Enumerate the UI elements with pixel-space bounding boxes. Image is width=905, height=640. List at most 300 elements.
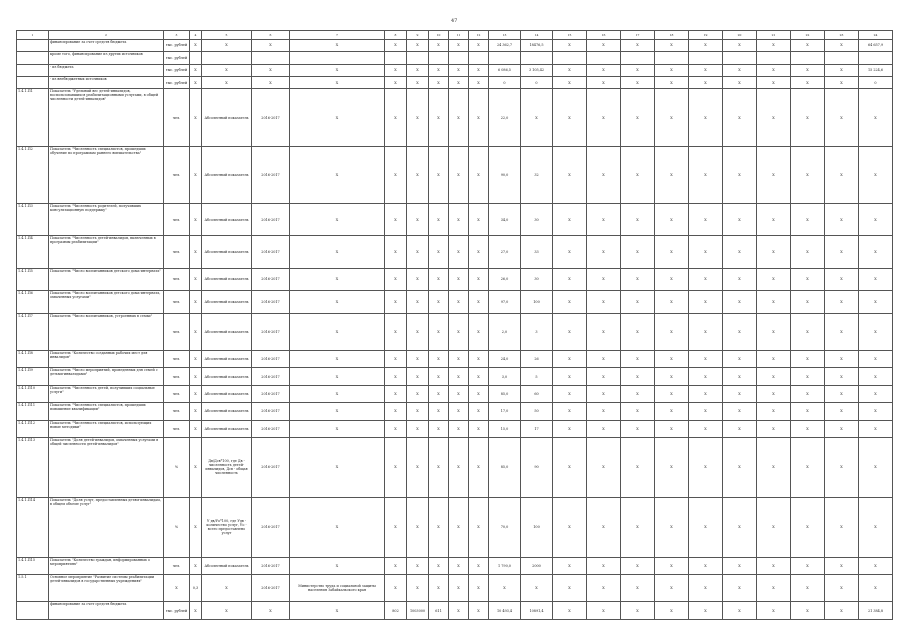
- cell-code: 1.4.1.П9: [17, 368, 49, 385]
- cell-extra: X: [655, 313, 689, 350]
- cell-v3: X: [429, 574, 449, 601]
- cell-v2: X: [407, 497, 429, 557]
- cell-extra: X: [655, 574, 689, 601]
- cell-v4: X: [449, 268, 469, 290]
- cell-extra: X: [723, 602, 757, 620]
- cell-extra: X: [791, 89, 825, 146]
- cell-unit: чел.: [164, 420, 190, 437]
- cell-v3: X: [429, 268, 449, 290]
- cell-extra: X: [825, 236, 859, 268]
- header-number-cell: 11: [449, 31, 469, 40]
- cell-extra: X: [621, 146, 655, 203]
- cell-c4: X: [190, 77, 202, 89]
- cell-v4: X: [449, 602, 469, 620]
- header-number-cell: 12: [469, 31, 489, 40]
- table-row: [17, 385, 893, 402]
- cell-code: 1.5.1: [17, 574, 49, 601]
- cell-val: 24 362,7: [489, 39, 521, 51]
- cell-v3: X: [429, 385, 449, 402]
- cell-extra: X: [723, 385, 757, 402]
- cell-c6: X: [252, 602, 290, 620]
- cell-v2: X: [407, 368, 429, 385]
- cell-c5: Абсолютный показатель: [202, 89, 252, 146]
- cell-extra: X: [723, 268, 757, 290]
- cell-extra: X: [655, 602, 689, 620]
- header-number-cell: 19: [689, 31, 723, 40]
- cell-v3: X: [429, 203, 449, 235]
- cell-name: Показатель "Число воспитанников детского дома-интерната": [49, 268, 164, 290]
- cell-unit: тыс. рублей: [164, 64, 190, 76]
- header-number-cell: 2: [49, 31, 164, 40]
- cell-extra: X: [689, 39, 723, 51]
- table-row: [17, 574, 893, 601]
- cell-extra: X: [655, 89, 689, 146]
- cell-unit: чел.: [164, 146, 190, 203]
- cell-code: 1.4.1.П4: [17, 236, 49, 268]
- cell-val: 17,0: [489, 403, 521, 420]
- cell-extra: X: [723, 77, 757, 89]
- cell-c4: X: [190, 291, 202, 313]
- cell-val2: [521, 52, 553, 64]
- cell-v1: X: [385, 574, 407, 601]
- cell-val2: 30: [521, 203, 553, 235]
- table-row: [17, 350, 893, 367]
- cell-extra: X: [825, 368, 859, 385]
- cell-extra: X: [791, 350, 825, 367]
- cell-mid: X: [290, 420, 385, 437]
- cell-name: Показатель "Количество граждан, информированных о мероприятиях": [49, 557, 164, 574]
- cell-name: - из бюджета: [49, 64, 164, 76]
- cell-extra: X: [825, 574, 859, 601]
- cell-extra: X: [553, 89, 587, 146]
- cell-code: [17, 39, 49, 51]
- cell-v2: X: [407, 313, 429, 350]
- cell-extra: X: [655, 350, 689, 367]
- cell-c5: [202, 52, 252, 64]
- cell-extra: X: [791, 64, 825, 76]
- cell-code: 1.4.1.П15: [17, 557, 49, 574]
- cell-val: 85,0: [489, 438, 521, 498]
- program-table-sheet: [16, 30, 884, 620]
- cell-v5: [469, 52, 489, 64]
- cell-val2: 0: [521, 77, 553, 89]
- cell-extra: X: [825, 602, 859, 620]
- table-row: [17, 403, 893, 420]
- cell-extra: X: [825, 291, 859, 313]
- cell-total: X: [859, 574, 893, 601]
- cell-extra: X: [825, 497, 859, 557]
- cell-c4: X: [190, 203, 202, 235]
- cell-val2: X: [521, 89, 553, 146]
- cell-v4: [449, 52, 469, 64]
- cell-total: 64 657,9: [859, 39, 893, 51]
- cell-v2: X: [407, 403, 429, 420]
- cell-extra: X: [621, 574, 655, 601]
- header-number-cell: 4: [190, 31, 202, 40]
- cell-extra: [655, 52, 689, 64]
- cell-v1: X: [385, 313, 407, 350]
- cell-v1: X: [385, 438, 407, 498]
- cell-unit: %: [164, 438, 190, 498]
- cell-val: [489, 52, 521, 64]
- cell-v1: X: [385, 291, 407, 313]
- cell-v4: X: [449, 89, 469, 146]
- cell-extra: X: [689, 64, 723, 76]
- cell-extra: X: [553, 350, 587, 367]
- cell-v5: X: [469, 236, 489, 268]
- cell-val: 90,0: [489, 146, 521, 203]
- cell-extra: X: [587, 602, 621, 620]
- header-number-cell: 24: [859, 31, 893, 40]
- cell-unit: тыс. рублей: [164, 77, 190, 89]
- cell-v2: X: [407, 77, 429, 89]
- cell-v5: X: [469, 203, 489, 235]
- cell-extra: [791, 52, 825, 64]
- cell-extra: X: [689, 557, 723, 574]
- cell-extra: X: [791, 602, 825, 620]
- cell-extra: X: [621, 438, 655, 498]
- cell-total: 0: [859, 77, 893, 89]
- cell-extra: X: [553, 313, 587, 350]
- cell-c6: 2016-2017: [252, 420, 290, 437]
- cell-c5: Абсолютный показатель: [202, 313, 252, 350]
- cell-v1: X: [385, 77, 407, 89]
- cell-extra: X: [587, 385, 621, 402]
- cell-c4: X: [190, 146, 202, 203]
- cell-extra: X: [791, 420, 825, 437]
- cell-v5: X: [469, 39, 489, 51]
- cell-extra: X: [655, 557, 689, 574]
- cell-c5: Абсолютный показатель: [202, 403, 252, 420]
- cell-extra: X: [553, 602, 587, 620]
- header-number-cell: 20: [723, 31, 757, 40]
- cell-extra: X: [655, 268, 689, 290]
- cell-name: Показатель "Удельный вес детей-инвалидов, воспользовавшихся реабилитационными услугами, в общей численности детей-инвалидов": [49, 89, 164, 146]
- cell-mid: X: [290, 89, 385, 146]
- cell-c6: 2016-2017: [252, 350, 290, 367]
- cell-v1: X: [385, 203, 407, 235]
- cell-extra: X: [825, 77, 859, 89]
- cell-c5: Абсолютный показатель: [202, 420, 252, 437]
- cell-extra: X: [723, 236, 757, 268]
- cell-extra: X: [689, 268, 723, 290]
- cell-extra: X: [655, 291, 689, 313]
- cell-extra: X: [553, 557, 587, 574]
- cell-c5: Абсолютный показатель: [202, 203, 252, 235]
- cell-extra: X: [825, 438, 859, 498]
- cell-v4: X: [449, 39, 469, 51]
- cell-extra: X: [723, 313, 757, 350]
- cell-extra: X: [553, 438, 587, 498]
- cell-mid: X: [290, 313, 385, 350]
- cell-unit: тыс. рублей: [164, 602, 190, 620]
- cell-val: 85,0: [489, 385, 521, 402]
- cell-extra: X: [791, 39, 825, 51]
- cell-extra: X: [791, 497, 825, 557]
- cell-extra: X: [757, 203, 791, 235]
- cell-c6: 2016-2017: [252, 368, 290, 385]
- cell-total: X: [859, 368, 893, 385]
- cell-v4: X: [449, 291, 469, 313]
- cell-extra: X: [553, 236, 587, 268]
- cell-extra: X: [587, 64, 621, 76]
- cell-val2: 3 105,42: [521, 64, 553, 76]
- cell-v3: X: [429, 39, 449, 51]
- cell-v5: X: [469, 420, 489, 437]
- cell-name: Показатель "Число мероприятий, проведенных для семей с детьми-инвалидами": [49, 368, 164, 385]
- cell-v3: X: [429, 146, 449, 203]
- cell-extra: X: [655, 77, 689, 89]
- cell-v1: X: [385, 368, 407, 385]
- cell-mid: X: [290, 146, 385, 203]
- cell-extra: [723, 52, 757, 64]
- cell-extra: X: [723, 497, 757, 557]
- cell-extra: X: [655, 64, 689, 76]
- cell-c4: X: [190, 350, 202, 367]
- cell-extra: X: [689, 403, 723, 420]
- cell-v4: X: [449, 236, 469, 268]
- cell-extra: X: [689, 420, 723, 437]
- cell-c5: Абсолютный показатель: [202, 146, 252, 203]
- table-row: [17, 39, 893, 51]
- cell-v4: X: [449, 203, 469, 235]
- header-number-cell: 17: [621, 31, 655, 40]
- cell-v4: X: [449, 368, 469, 385]
- cell-v2: [407, 52, 429, 64]
- cell-c5: У дв/Уо*100, где Удв - количество услуг, Уо - всего предоставлено услуг: [202, 497, 252, 557]
- cell-extra: X: [689, 574, 723, 601]
- cell-val2: 10891,4: [521, 602, 553, 620]
- cell-mid: X: [290, 64, 385, 76]
- cell-v3: X: [429, 291, 449, 313]
- cell-name: Показатель "Численность специалистов, прошедших обучение по программам раннего вмешательства": [49, 146, 164, 203]
- cell-extra: X: [757, 77, 791, 89]
- cell-v2: X: [407, 203, 429, 235]
- cell-extra: X: [825, 89, 859, 146]
- cell-extra: X: [553, 385, 587, 402]
- cell-extra: X: [825, 403, 859, 420]
- cell-c5: Абсолютный показатель: [202, 557, 252, 574]
- cell-v3: X: [429, 77, 449, 89]
- cell-extra: X: [791, 203, 825, 235]
- table-row: [17, 497, 893, 557]
- cell-v4: X: [449, 385, 469, 402]
- cell-name: Показатель "Численность детей, получивших социальные услуги": [49, 385, 164, 402]
- table-row: [17, 146, 893, 203]
- cell-extra: X: [791, 146, 825, 203]
- cell-v3: X: [429, 350, 449, 367]
- cell-v2: X: [407, 438, 429, 498]
- cell-c6: 2016-2017: [252, 574, 290, 601]
- cell-c5: X: [202, 77, 252, 89]
- cell-total: X: [859, 291, 893, 313]
- cell-c6: 2016-2017: [252, 403, 290, 420]
- program-table: [16, 30, 893, 620]
- cell-unit: чел.: [164, 268, 190, 290]
- cell-v2: X: [407, 557, 429, 574]
- cell-extra: X: [791, 313, 825, 350]
- cell-extra: X: [553, 146, 587, 203]
- cell-total: X: [859, 89, 893, 146]
- cell-v1: X: [385, 350, 407, 367]
- cell-extra: X: [689, 385, 723, 402]
- cell-name: финансирование за счет средств бюджета: [49, 39, 164, 51]
- cell-c5: Абсолютный показатель: [202, 350, 252, 367]
- cell-extra: X: [621, 203, 655, 235]
- cell-total: 21 384,8: [859, 602, 893, 620]
- header-number-cell: 22: [791, 31, 825, 40]
- cell-c4: X: [190, 368, 202, 385]
- cell-unit: тыс. рублей: [164, 39, 190, 51]
- cell-extra: X: [553, 39, 587, 51]
- cell-val: 3,0: [489, 368, 521, 385]
- cell-extra: X: [825, 385, 859, 402]
- cell-v3: 611: [429, 602, 449, 620]
- table-row: [17, 438, 893, 498]
- cell-extra: X: [723, 350, 757, 367]
- cell-extra: X: [621, 420, 655, 437]
- cell-code: [17, 77, 49, 89]
- cell-c4: X: [190, 385, 202, 402]
- cell-val: 34,0: [489, 203, 521, 235]
- cell-v4: X: [449, 420, 469, 437]
- table-row: [17, 203, 893, 235]
- cell-c5: Абсолютный показатель: [202, 385, 252, 402]
- cell-c5: Абсолютный показатель: [202, 291, 252, 313]
- cell-v1: X: [385, 89, 407, 146]
- cell-v5: X: [469, 574, 489, 601]
- cell-extra: X: [757, 385, 791, 402]
- cell-val2: 26: [521, 350, 553, 367]
- cell-total: X: [859, 385, 893, 402]
- cell-extra: X: [791, 403, 825, 420]
- table-row: [17, 89, 893, 146]
- cell-c5: X: [202, 574, 252, 601]
- cell-mid: X: [290, 557, 385, 574]
- cell-extra: X: [587, 438, 621, 498]
- cell-extra: X: [587, 39, 621, 51]
- cell-v1: [385, 52, 407, 64]
- cell-mid: X: [290, 268, 385, 290]
- cell-val: 2,0: [489, 313, 521, 350]
- cell-v2: 1003000: [407, 602, 429, 620]
- cell-unit: чел.: [164, 89, 190, 146]
- cell-name: Основное мероприятие "Развитие системы реабилитации детей-инвалидов в государственных учреждениях": [49, 574, 164, 601]
- cell-c4: X: [190, 236, 202, 268]
- cell-mid: X: [290, 368, 385, 385]
- cell-mid: X: [290, 236, 385, 268]
- cell-name: Показатель "Численность специалистов, прошедших повышение квалификации": [49, 403, 164, 420]
- cell-val2: 18476,5: [521, 39, 553, 51]
- cell-v2: X: [407, 39, 429, 51]
- cell-total: X: [859, 146, 893, 203]
- cell-c6: 2016-2017: [252, 291, 290, 313]
- cell-val: 22,0: [489, 89, 521, 146]
- cell-extra: X: [723, 146, 757, 203]
- cell-extra: X: [553, 574, 587, 601]
- cell-total: X: [859, 268, 893, 290]
- cell-c5: Абсолютный показатель: [202, 368, 252, 385]
- cell-extra: X: [587, 313, 621, 350]
- cell-val: 26,0: [489, 268, 521, 290]
- header-number-cell: 3: [164, 31, 190, 40]
- header-number-cell: 8: [385, 31, 407, 40]
- cell-unit: чел.: [164, 368, 190, 385]
- cell-extra: X: [757, 146, 791, 203]
- cell-extra: X: [757, 438, 791, 498]
- cell-v5: X: [469, 89, 489, 146]
- cell-extra: X: [723, 438, 757, 498]
- cell-val: 10 493,4: [489, 602, 521, 620]
- cell-v3: X: [429, 313, 449, 350]
- cell-v1: X: [385, 39, 407, 51]
- cell-v3: X: [429, 420, 449, 437]
- cell-total: X: [859, 236, 893, 268]
- cell-val: X: [489, 574, 521, 601]
- cell-val2: 3: [521, 313, 553, 350]
- cell-v4: X: [449, 403, 469, 420]
- cell-extra: X: [757, 64, 791, 76]
- cell-extra: X: [723, 574, 757, 601]
- cell-extra: X: [791, 236, 825, 268]
- header-number-cell: 6: [252, 31, 290, 40]
- cell-extra: X: [825, 146, 859, 203]
- cell-val2: 2000: [521, 557, 553, 574]
- cell-extra: X: [587, 291, 621, 313]
- cell-v3: X: [429, 438, 449, 498]
- cell-c5: X: [202, 64, 252, 76]
- cell-val2: 60: [521, 385, 553, 402]
- cell-v1: X: [385, 236, 407, 268]
- cell-extra: X: [587, 350, 621, 367]
- cell-c4: X: [190, 89, 202, 146]
- cell-total: X: [859, 403, 893, 420]
- cell-v1: X: [385, 420, 407, 437]
- cell-v3: X: [429, 64, 449, 76]
- cell-extra: [621, 52, 655, 64]
- cell-extra: X: [655, 146, 689, 203]
- cell-c6: [252, 52, 290, 64]
- cell-c6: 2016-2017: [252, 385, 290, 402]
- cell-extra: X: [689, 146, 723, 203]
- header-number-cell: 1: [17, 31, 49, 40]
- cell-c6: 2016-2017: [252, 236, 290, 268]
- cell-extra: X: [791, 438, 825, 498]
- cell-extra: X: [689, 438, 723, 498]
- cell-extra: [757, 52, 791, 64]
- cell-v5: X: [469, 602, 489, 620]
- cell-extra: X: [655, 497, 689, 557]
- cell-unit: чел.: [164, 350, 190, 367]
- cell-extra: X: [553, 268, 587, 290]
- cell-extra: [553, 52, 587, 64]
- cell-v3: X: [429, 368, 449, 385]
- cell-v1: X: [385, 385, 407, 402]
- cell-unit: чел.: [164, 313, 190, 350]
- cell-mid: X: [290, 291, 385, 313]
- cell-extra: X: [655, 385, 689, 402]
- cell-v5: X: [469, 268, 489, 290]
- cell-extra: X: [689, 313, 723, 350]
- cell-unit: тыс. рублей: [164, 52, 190, 64]
- cell-c6: 2016-2017: [252, 438, 290, 498]
- cell-extra: X: [757, 350, 791, 367]
- cell-extra: X: [689, 77, 723, 89]
- header-number-cell: 21: [757, 31, 791, 40]
- cell-extra: X: [791, 557, 825, 574]
- cell-total: X: [859, 350, 893, 367]
- cell-c5: Дв/Дсв*100, где Дв - численность детей-инвалидов, Дсв - общая численность: [202, 438, 252, 498]
